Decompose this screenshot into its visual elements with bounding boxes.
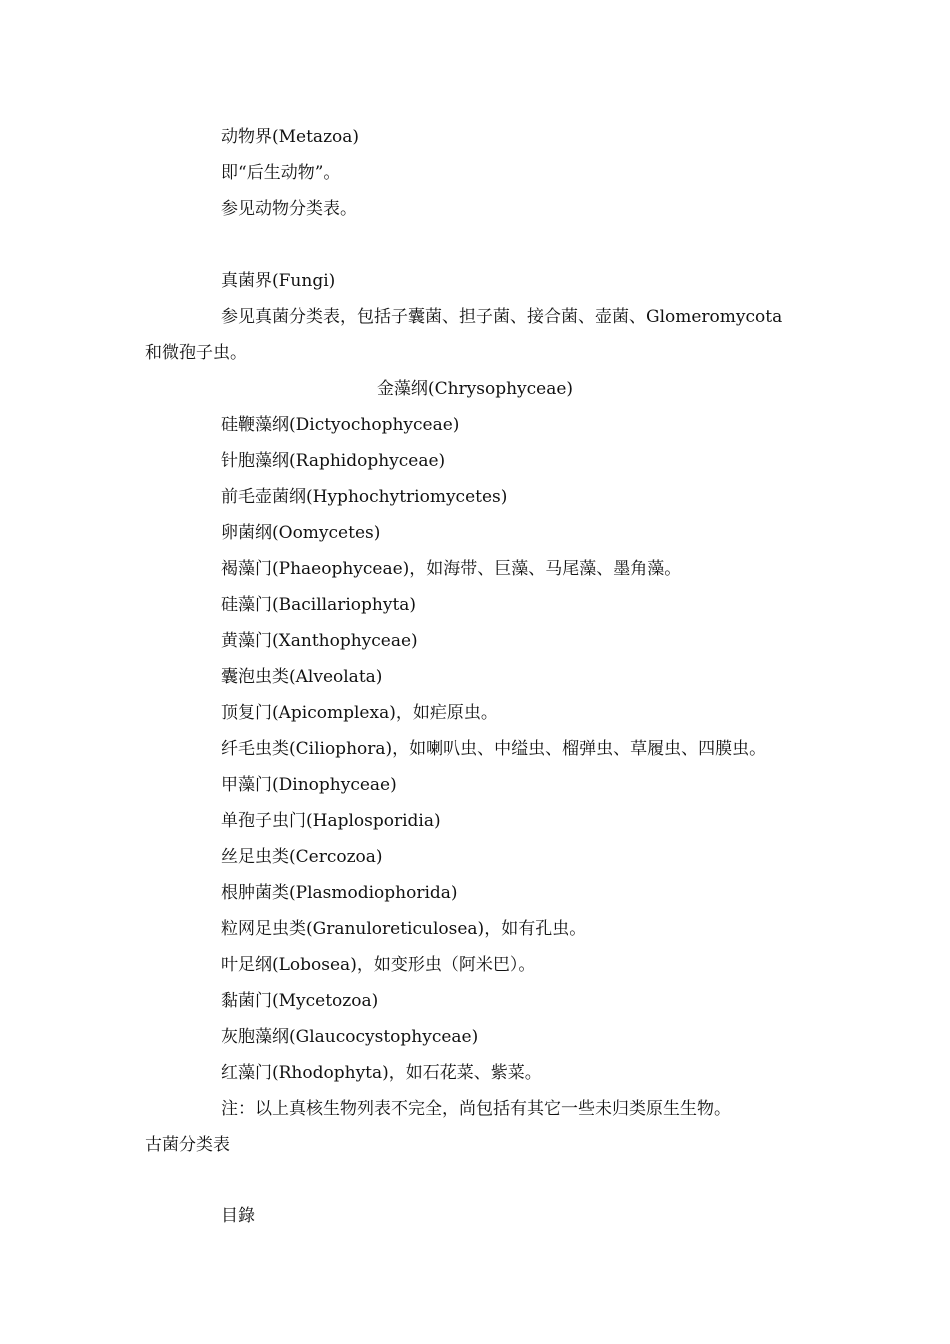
list-item: 纤毛虫类(Ciliophora)，如喇叭虫、中缢虫、榴弹虫、草履虫、四膜虫。 [221,739,767,759]
list-item: 囊泡虫类(Alveolata) [221,667,383,687]
list-item: 甲藻门(Dinophyceae) [221,775,397,795]
list-item: 硅鞭藻纲(Dictyochophyceae) [221,415,460,435]
heading-chrysophyceae: 金藻纲(Chrysophyceae) [376,379,574,399]
list-item: 卵菌纲(Oomycetes) [221,523,381,543]
list-item: 褐藻门(Phaeophyceae)，如海带、巨藻、马尾藻、墨角藻。 [221,559,682,579]
text-line: 和微孢子虫。 [145,343,247,363]
list-item: 顶复门(Apicomplexa)，如疟原虫。 [221,703,498,723]
list-item: 黄藻门(Xanthophyceae) [221,631,418,651]
list-item: 针胞藻纲(Raphidophyceae) [221,451,446,471]
text-line: 参见动物分类表。 [221,199,357,219]
text-line: 参见真菌分类表，包括子囊菌、担子菌、接合菌、壶菌、Glomeromycota [221,307,783,327]
list-item: 单孢子虫门(Haplosporidia) [221,811,441,831]
text-line: 即“后生动物”。 [221,163,341,183]
list-item: 根肿菌类(Plasmodiophorida) [221,883,458,903]
heading-fungi: 真菌界(Fungi) [221,271,336,291]
heading-contents: 目錄 [221,1206,255,1226]
list-item: 粒网足虫类(Granuloreticulosea)，如有孔虫。 [221,919,587,939]
list-item: 黏菌门(Mycetozoa) [221,991,379,1011]
list-item: 红藻门(Rhodophyta)，如石花菜、紫菜。 [221,1063,542,1083]
list-item: 硅藻门(Bacillariophyta) [221,595,417,615]
list-item: 灰胞藻纲(Glaucocystophyceae) [221,1027,479,1047]
list-item: 前毛壶菌纲(Hyphochytriomycetes) [221,487,508,507]
heading-metazoa: 动物界(Metazoa) [221,127,360,147]
list-item: 叶足纲(Lobosea)，如变形虫（阿米巴）。 [221,955,536,975]
list-item: 丝足虫类(Cercozoa) [221,847,383,867]
note-text: 注：以上真核生物列表不完全，尚包括有其它一些未归类原生生物。 [221,1099,731,1119]
heading-archaea-table: 古菌分类表 [145,1135,230,1155]
